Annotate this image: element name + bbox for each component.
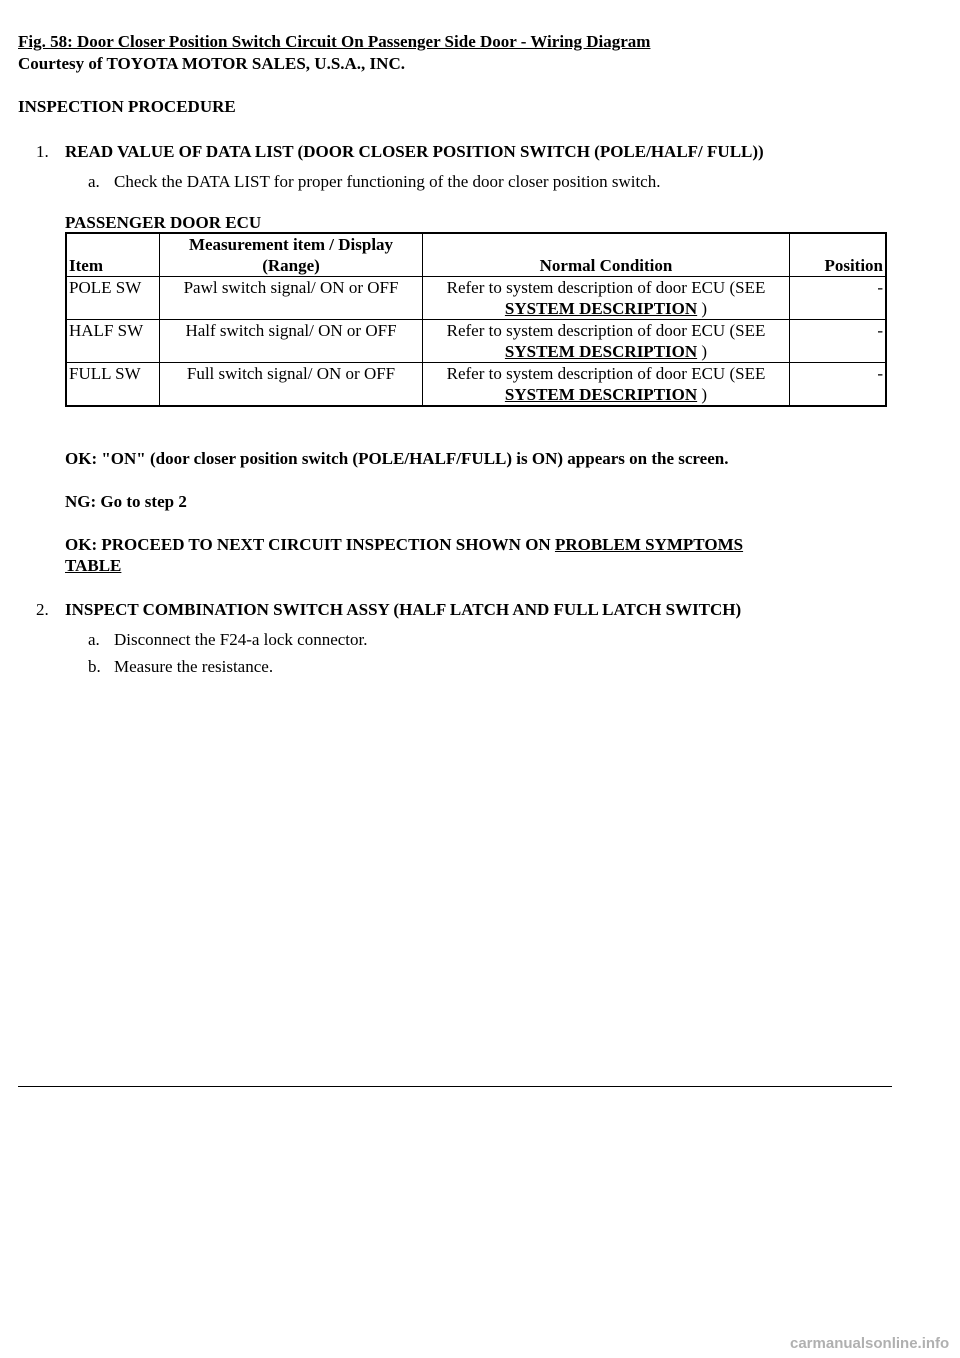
problem-symptoms-link[interactable]: PROBLEM SYMPTOMS <box>554 535 744 554</box>
cell-measurement: Half switch signal/ ON or OFF <box>160 320 423 363</box>
normal-text: Refer to system description of door ECU (SEE <box>446 321 766 340</box>
ok-proceed-note <box>65 535 743 555</box>
watermark: carmanualsonline.info <box>790 1335 950 1352</box>
step-2-sub-b <box>88 657 273 677</box>
sub-letter: a. <box>88 630 100 649</box>
sub-letter: b. <box>88 657 101 676</box>
cell-normal-condition <box>423 320 790 363</box>
ok-note: OK: "ON" (door closer position switch (POLE/HALF/FULL) is ON) appears on the screen. <box>65 449 729 468</box>
courtesy-line: Courtesy of TOYOTA MOTOR SALES, U.S.A., INC. <box>18 54 405 73</box>
header-normal-condition: Normal Condition <box>423 233 790 277</box>
cell-item: FULL SW <box>66 363 160 407</box>
cell-position: - <box>790 320 887 363</box>
data-list-table <box>65 232 887 407</box>
system-description-link[interactable]: SYSTEM DESCRIPTION <box>504 299 698 318</box>
cell-item: POLE SW <box>66 277 160 320</box>
normal-suffix: ) <box>697 299 708 318</box>
header-measurement <box>160 233 423 277</box>
ng-note: NG: Go to step 2 <box>65 492 187 511</box>
header-item: Item <box>66 233 160 277</box>
step-1-title: READ VALUE OF DATA LIST (DOOR CLOSER POSITION SWITCH (POLE/HALF/ FULL)) <box>65 142 764 161</box>
cell-normal-condition <box>423 363 790 407</box>
figure-title-link[interactable]: Fig. 58: Door Closer Position Switch Circuit On Passenger Side Door - Wiring Diagram <box>18 32 651 51</box>
step-1-heading <box>36 142 764 162</box>
step-2-title: INSPECT COMBINATION SWITCH ASSY (HALF LATCH AND FULL LATCH SWITCH) <box>65 600 742 619</box>
header-measurement-line2: (Range) <box>262 256 320 275</box>
header-position: Position <box>790 233 887 277</box>
table-row <box>66 277 886 320</box>
system-description-link[interactable]: SYSTEM DESCRIPTION <box>504 342 698 361</box>
sub-letter: a. <box>88 172 100 191</box>
normal-suffix: ) <box>697 385 708 404</box>
problem-symptoms-link-cont[interactable]: TABLE <box>65 556 122 575</box>
step-1-number: 1. <box>36 142 49 161</box>
table-caption: PASSENGER DOOR ECU <box>65 213 262 232</box>
header-measurement-line1: Measurement item / Display <box>188 235 394 254</box>
cell-normal-condition <box>423 277 790 320</box>
footer-divider <box>18 1086 892 1087</box>
section-title: INSPECTION PROCEDURE <box>18 97 236 116</box>
sub-text: Check the DATA LIST for proper functioning of the door closer position switch. <box>114 172 661 191</box>
cell-measurement: Full switch signal/ ON or OFF <box>160 363 423 407</box>
ok-proceed-text: OK: PROCEED TO NEXT CIRCUIT INSPECTION SHOWN ON <box>65 535 555 554</box>
step-2-number: 2. <box>36 600 49 619</box>
table-row <box>66 320 886 363</box>
system-description-link[interactable]: SYSTEM DESCRIPTION <box>504 385 698 404</box>
cell-measurement: Pawl switch signal/ ON or OFF <box>160 277 423 320</box>
normal-text: Refer to system description of door ECU (SEE <box>446 364 766 383</box>
normal-text: Refer to system description of door ECU (SEE <box>446 278 766 297</box>
cell-position: - <box>790 277 887 320</box>
step-2-heading <box>36 600 741 620</box>
sub-text: Disconnect the F24-a lock connector. <box>114 630 368 649</box>
cell-item: HALF SW <box>66 320 160 363</box>
step-2-sub-a <box>88 630 368 650</box>
step-1-sub-a <box>88 172 660 192</box>
table-header-row <box>66 233 886 277</box>
cell-position: - <box>790 363 887 407</box>
sub-text: Measure the resistance. <box>114 657 274 676</box>
normal-suffix: ) <box>697 342 708 361</box>
table-row <box>66 363 886 407</box>
